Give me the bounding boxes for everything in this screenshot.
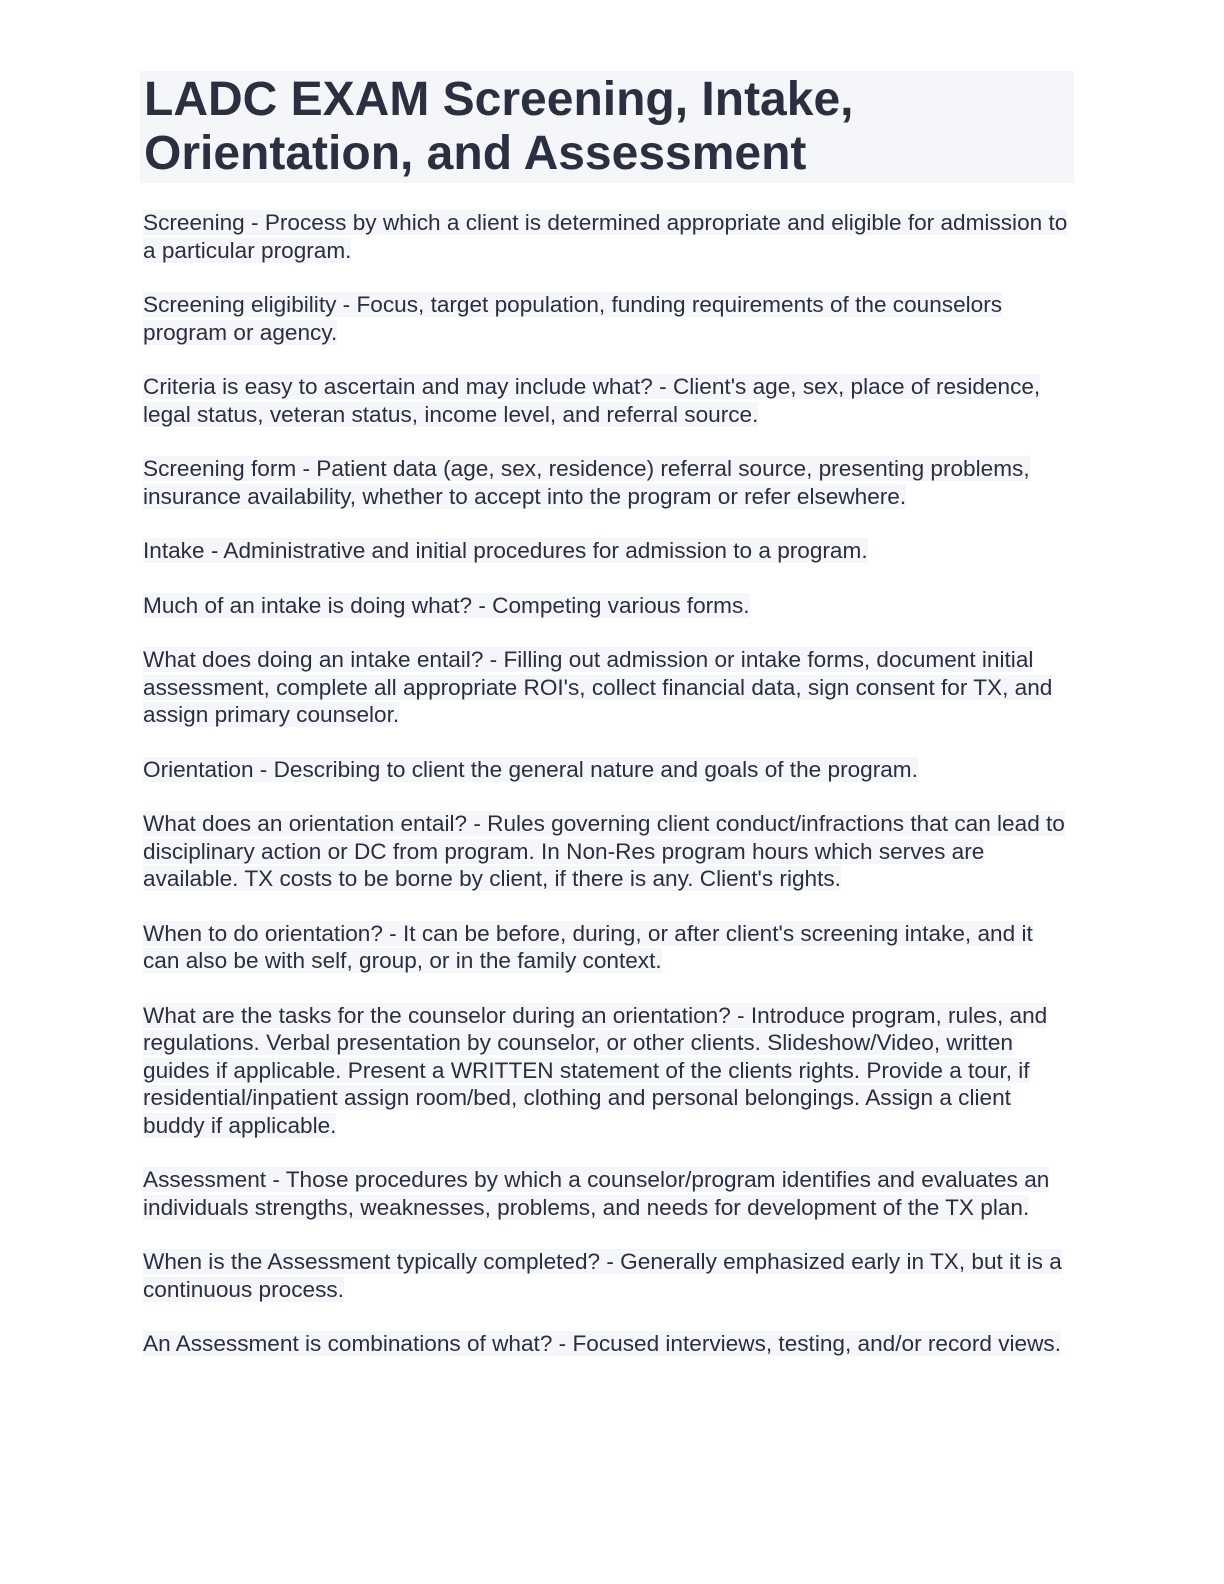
list-item	[140, 1248, 1074, 1303]
entry-text: What are the tasks for the counselor during an orientation? - Introduce program, rules, and regulations. Verbal presentation by counselor, or other clients. Slideshow/Video, written guides if applicable. Present a WRITTEN statement of the clients rights. Provide a tour, if residential/inpatient assign room/bed, clothing and personal belongings. Assign a client buddy if applicable.	[143, 1002, 1048, 1138]
list-item	[140, 373, 1074, 428]
list-item	[140, 756, 1074, 784]
list-item	[140, 209, 1074, 264]
entry-text: Screening form - Patient data (age, sex, residence) referral source, presenting problems, insurance availability, whether to accept into the program or refer elsewhere.	[143, 456, 1030, 509]
title-block	[140, 71, 1074, 183]
entry-list	[140, 209, 1074, 1358]
entry-text: Orientation - Describing to client the general nature and goals of the program.	[143, 756, 918, 782]
entry-text: When is the Assessment typically completed? - Generally emphasized early in TX, but it is a continuous process.	[143, 1249, 1062, 1302]
list-item	[140, 810, 1074, 893]
page-title: LADC EXAM Screening, Intake, Orientation, and Assessment	[144, 73, 854, 180]
entry-text: An Assessment is combinations of what? - Focused interviews, testing, and/or record views.	[143, 1331, 1061, 1356]
list-item	[140, 920, 1074, 975]
entry-text: Much of an intake is doing what? - Competing various forms.	[143, 592, 750, 618]
entry-text: When to do orientation? - It can be before, during, or after client's screening intake, and it can also be with self, group, or in the family context.	[143, 920, 1033, 973]
document-page	[140, 71, 1074, 1385]
list-item	[140, 592, 1074, 620]
list-item	[140, 1330, 1074, 1358]
list-item	[140, 291, 1074, 346]
entry-text: Screening eligibility - Focus, target population, funding requirements of the counselors program or agency.	[143, 292, 1003, 345]
list-item	[140, 455, 1074, 510]
entry-text: Criteria is easy to ascertain and may include what? - Client's age, sex, place of residence, legal status, veteran status, income level, and referral source.	[143, 374, 1041, 427]
entry-text: Assessment - Those procedures by which a counselor/program identifies and evaluates an individuals strengths, weaknesses, problems, and needs for development of the TX plan.	[143, 1167, 1050, 1220]
list-item	[140, 1166, 1074, 1221]
list-item	[140, 646, 1074, 729]
entry-text: Intake - Administrative and initial procedures for admission to a program.	[143, 538, 868, 563]
entry-text: What does an orientation entail? - Rules governing client conduct/infractions that can lead to disciplinary action or DC from program. In Non-Res program hours which serves are available. TX costs to be borne by client, if there is any. Client's rights.	[143, 811, 1065, 891]
entry-text: What does doing an intake entail? - Filling out admission or intake forms, document initial assessment, complete all appropriate ROI's, collect financial data, sign consent for TX, and assign primary counselor.	[143, 647, 1053, 727]
list-item	[140, 1002, 1074, 1140]
list-item	[140, 537, 1074, 565]
entry-text: Screening - Process by which a client is determined appropriate and eligible for admission to a particular program.	[143, 210, 1068, 263]
